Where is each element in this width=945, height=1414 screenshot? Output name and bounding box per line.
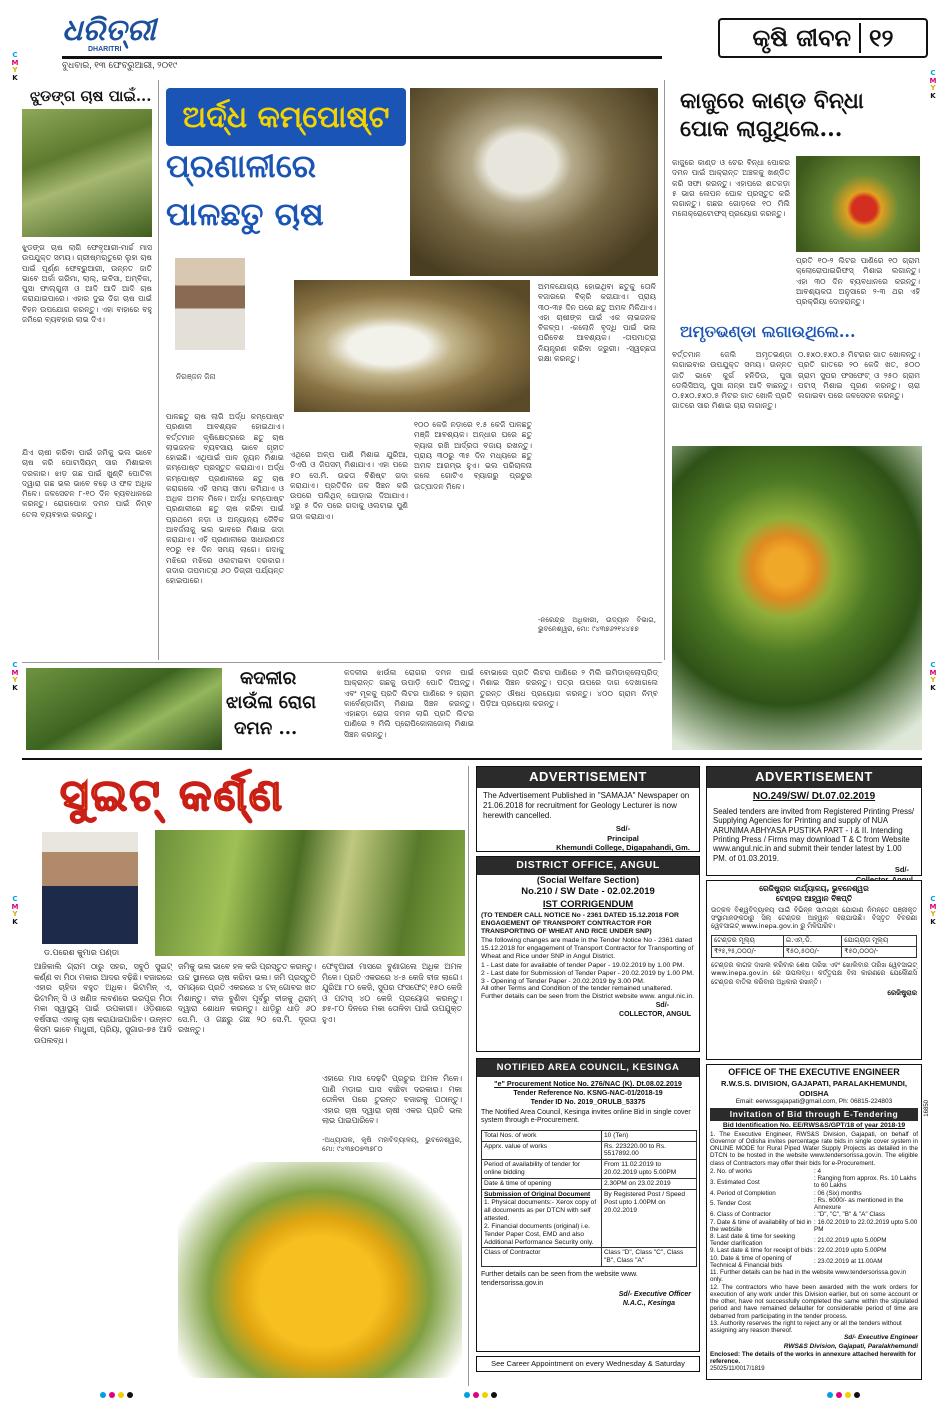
ad-rwss-code: 25025/11/0017/1819 [710, 1365, 765, 1372]
color-dots [464, 1392, 497, 1402]
table-row: 8. Last date & time for seeking Tender clarification : 21.02.2019 upto 5.00PM [710, 1233, 887, 1248]
ad-odia-th: ଟେଣ୍ଡର ମୂଲ୍ୟ [712, 935, 784, 946]
mushroom-body-col-3: ୧୦୦ କେଜି ନଡ଼ାରେ ୧.୫ କେଜି ପାଳଛତୁ ମଞ୍ଜି ଆବଶ୍ୟକ। ଅନ୍ଧାର ଘରେ ଛତୁ ବ୍ୟାଗ ରଖି ଆର୍ଦ୍ରତା ବଜାୟ ରଖନ୍ତୁ। ପ୍ରାୟ ୩୦ରୁ ୩୫ ଦିନ ମଧ୍ୟରେ ଛତୁ ଅମଳ ଆରମ୍ଭ ହୁଏ। ଭଲ ପରିଚାଳନା କଲେ ଗୋଟିଏ ବ୍ୟାଗରୁ ପ୍ରଚୁର ଉତ୍ପାଦନ ମିଳେ। [414, 420, 532, 491]
ad-rwss-item-11: 11. Further details can be had in the website www.tendersorissa.gov.in only. [710, 1269, 907, 1284]
ad-samaja-title: ADVERTISEMENT [477, 767, 699, 788]
ad-kesinga-ref-1: Tender Reference No. KSNG-NAC-01/2018-19 [513, 1089, 663, 1097]
ad-kesinga-website: Further details can be seen from the website www. tendersorissa.gov.in [481, 1271, 638, 1287]
mushroom-body-col-4: ଅମଳଯୋଗ୍ୟ ହୋଇଥିବା ଛତୁକୁ ତୋଳି ବଜାରରେ ବିକ୍ରି କରାଯାଏ। ପ୍ରାୟ ୩୦-୩୫ ଦିନ ପରେ ଛତୁ ଅମଳ ମିଳିଥାଏ। ଏହା ଚାଷୀଙ୍କ ପାଇଁ ଏକ ଲାଭଜନକ ବିକଳ୍ପ। -କଲୋନି ବୃଦ୍ଧି ପାଇଁ ଭଲ ପରିବେଶ ଆବଶ୍ୟକ। -ତାପମାତ୍ରା ନିୟନ୍ତ୍ରଣ କରିବା ଜରୁରୀ। -ସ୍ୱଚ୍ଛତା ରକ୍ଷା କରନ୍ତୁ। [538, 282, 656, 363]
ad-angul-item-1: 1 - Last date for available of tender Paper - 19.02.2019 by 1.00 PM. [481, 961, 685, 969]
papaya-body-right: ୦.୫x୦.୫x୦.୫ ମିଟରର ଗାତ ଖୋଳନ୍ତୁ। ପ୍ରତି ଗାତରେ ୨୦ କେଜି ଖତ, ୫୦୦ ଗ୍ରାମ ସୁପର ଫସଫେଟ୍ ଓ ୨୫୦ ଗ୍ରାମ ପଟାସ୍ ମିଶାଇ ପୂରଣ କରନ୍ତୁ। ଚାରା ଲଗାଇବା ପରେ ଜଳସେଚନ କରନ୍ତୁ। [798, 350, 920, 400]
ad-rwss-email: Email: eerwssgajapati@gmail.com, Ph: 06815-224803 [735, 1098, 893, 1106]
sweetcorn-headline-box [60, 768, 460, 824]
ad-odia-td: ₹୫୦,୦୦୦/- [842, 946, 917, 957]
sweetcorn-body-col-3: ଫେବୃଆରୀ ମାସରେ ବୁଣାଗଲେ ଅଧିକ ଅମଳ ମିଳେ। ପ୍ରତି ଏକରରେ ୪-୫ କେଜି ବୀଜ ଲାଗେ। ଯୁରିଆ ୮୦ କେଜି, ସୁପର ଫସଫେଟ୍ ୧୫୦ କେଜି ଓ ପଟାସ୍ ୪୦ କେଜି ପ୍ରୟୋଗ କରନ୍ତୁ। ୭୫-୮୦ ଦିନରେ ମକା ତୋଳିବା ପାଇଁ ଉପଯୁକ୍ତ ହୁଏ। [322, 962, 462, 1024]
ad-nua-sign: Sd/- [894, 864, 909, 874]
table-row: Apprx. value of works Rs. 223220.00 to Rs. 5517892.00 [482, 1141, 697, 1160]
ad-odia-th: ଯୋଗ୍ୟତା ମୂଲ୍ୟ [842, 935, 917, 946]
corn-cob-photo [178, 1162, 462, 1378]
mushroom-body-col-1: ପାଳଛତୁ ଚାଷ ଲାଗି ଅର୍ଦ୍ଧ କମ୍ପୋଷ୍ଟ ପ୍ରଣାଳୀ ଆବଶ୍ୟକ ହୋଇଥାଏ। ବର୍ତ୍ତମାନ କୃଷିକ୍ଷେତ୍ରରେ ଛତୁ ଚାଷ ଲାଭଜନକ ବ୍ୟବସାୟ ଭାବେ ଗୃହୀତ ହୋଇଛି। ଏଥିପାଇଁ ପାଳ ନ୍ୟୁନ ମିଶାଇ କମ୍ପୋଷ୍ଟ ପ୍ରସ୍ତୁତ କରାଯାଏ। ଅର୍ଦ୍ଧ କମ୍ପୋଷ୍ଟ ପ୍ରଣାଳୀରେ ଛତୁ ଚାଷ କରାଗଲେ ଏହି ସମୟ ସୀମା କମିଯାଏ ଓ ଅଧିକ ଅମଳ ମିଳେ। ଅର୍ଦ୍ଧ କମ୍ପୋଷ୍ଟ ପ୍ରଣାଳୀରେ ଛତୁ ଚାଷ କରିବା ପାଇଁ ପ୍ରଥମେ ନଡ଼ା ଓ ଅନ୍ୟାନ୍ୟ ଜୈବିକ ଆବର୍ଜନାକୁ ଭଲ ଭାବରେ ମିଶାଇ ଗଦା କରାଯାଏ। ଏହି ପ୍ରଣାଳୀରେ ସାଧାରଣତଃ ୧୦ରୁ ୧୫ ଦିନ ସମୟ ଲାଗେ। ଗଦାକୁ ମଝିରେ ମଝିରେ ଓଲଟାଇବା ଦରକାର। ଗଦାର ତାପମାତ୍ରା ୬୦ ଡିଗ୍ରୀ ପର୍ଯ୍ୟନ୍ତ ହୋଇପାରେ। [166, 412, 284, 585]
table-row: 10. Date & time of opening of Technical & Financial bids : 23.02.2019 at 11.00AM [710, 1254, 883, 1269]
ad-kesinga-sign: Sd/- Executive Officer [618, 1291, 691, 1299]
article-bhendi [22, 80, 152, 660]
ad-odia-body: ଉତ୍କଳ ବିଶ୍ୱବିଦ୍ୟାଳୟ ପାଇଁ ବିଭିନ୍ନ ସାମଗ୍ରୀ ଯୋଗାଣ ନିମନ୍ତେ ପଞ୍ଜୀକୃତ ସଂସ୍ଥାମାନଙ୍କଠାରୁ ସିଲ୍ ଟେଣ୍ଡର ଆହ୍ୱାନ କରାଯାଉଛି। ବିସ୍ତୃତ ବିବରଣୀ ୱେବସାଇଟ୍ www.inepa.gov.in ରୁ ମିଳିପାରିବ। [711, 905, 917, 931]
column-divider [158, 80, 159, 660]
sweetcorn-headline: ସୁଇଟ୍ କର୍ଣ୍ଣ [60, 770, 285, 822]
sweetcorn-contact: -ଅଧ୍ୟାପକ, କୃଷି ମହାବିଦ୍ୟାଳୟ, ଭୁବନେଶ୍ୱର, ମୋ: ୯୪୩୭୦୭୩୭୮୦ [322, 1136, 462, 1154]
article-bhendi-title: ଝୁଡଙ୍ଗ ଚାଷ ପାଇଁ... [30, 87, 152, 105]
cmyk-mark-left-top: C M Y K [11, 51, 19, 83]
ad-rwss-subtitle: R.W.S.S. DIVISION, GAJAPATI, PARALAKHEMUNDI, ODISHA [720, 1078, 908, 1098]
ad-odia-th: ଇ.ଏମ୍.ଡି. [783, 935, 842, 946]
table-row: Submission of Original Document 1. Physical documents:- Xerox copy of all documents as per DTCN with self attested. 2. Financial documents (original) i.e. Tender Paper Cost, EMD and also Additional Performance Security only. By Registered Post / Speed Post upto 1.00PM on 20.02.2019 [482, 1190, 697, 1248]
banana-headline-2: ଝାଉଁଳା ରୋଗ [226, 692, 317, 713]
corn-field-photo [155, 830, 465, 956]
ad-angul-subtitle: (Social Welfare Section) [536, 874, 640, 885]
newspaper-logo [62, 13, 172, 54]
ad-samaja-body: The Advertisement Published in "SAMAJA" Newspaper on 21.06.2018 for recruitment for Geology Lecturer is now herewith cancelled. [483, 790, 690, 820]
cmyk-mark-right-top: C M Y K [929, 69, 937, 101]
ad-angul-intro: The following changes are made in the Tender Notice No - 2361 dated 15.12.2018 for engagement of Transport Contractor for Transporting of Wheat and Rice under SNP in Angul District. [481, 937, 694, 961]
sweetcorn-body-col-3b: ଏହାରେ ମାସ ଦେଢ଼ଟି ପ୍ରଚୁର ଅମଳ ମିଳେ। ପାଣି ମଡ଼ାଇ ଘାସ ବାଛିବା ଦରକାର। ମକା ତୋଳିବା ପରେ ତୁରନ୍ତ ବଜାରକୁ ପଠାନ୍ତୁ। ଏହାର ଚାଷ ଦ୍ୱାରା ଚାଷୀ ଏକର ପ୍ରତି ଭଲ ଲାଭ ପାଇପାରିବେ। [322, 1074, 462, 1126]
banana-plant-photo [26, 668, 222, 750]
table-row: Class of Contractor Class "D", Class "C", Class "B", Class "A" [482, 1248, 697, 1267]
banana-body-2: ବୋଭାରେ ପ୍ରତି ଲିଟର ପାଣିରେ ୨ ମିଲି ଇମିଡାକ୍ଲୋପ୍ରିଡ୍ ମିଶାଇ ସିଞ୍ଚନ କରନ୍ତୁ। ପତ୍ର ଉପରେ ଦାଗ ଦେଖାଗଲେ ତୁରନ୍ତ ଔଷଧ ପ୍ରୟୋଗ କରନ୍ତୁ। ୪୦୦ ଗ୍ରାମ ନିମ୍ବ ପିଡ଼ିଆ ପ୍ରୟୋଗ କରନ୍ତୁ। [480, 668, 658, 708]
cashew-headline-2: ପୋକ ଲାଗୁଥିଲେ... [680, 116, 843, 142]
masthead-rule [62, 56, 662, 59]
ad-angul-item-2: 2 - Last date for Submission of Tender Paper - 20.02.2019 by 1.00 PM. [481, 969, 694, 977]
ad-nua-body: Sealed tenders are invited from Registered Printing Press/ Supplying Agencies for Printing and supply of NUA ARUNIMA ABHYASA PUSTIKA PART - I & II. Intending Printing Press / Firms may download T & C from Website www.angul.nic.in and submit their tender latest by 1.00 PM. of 01.03.2019. [713, 806, 915, 863]
mushroom-headline-box [166, 88, 406, 146]
mushroom-body-col-2: ଏଥିରେ ଅଳ୍ପ ପାଣି ମିଶାଇ ଯୁରିଆ, ଡିଏପି ଓ ଜିପସମ୍ ମିଶାଯାଏ। ଏହା ପରେ ୫୦ ସେ.ମି. ଉଚ୍ଚତା ବିଶିଷ୍ଟ ଗଦା କରାଯାଏ। ପ୍ରତିଦିନ ଜଳ ସିଞ୍ଚନ କରି ଉପରେ ପଲିଥିନ୍ ଘୋଡ଼ାଇ ଦିଆଯାଏ। ୪ରୁ ୫ ଦିନ ପରେ ଗଦାକୁ ଓଲଟାଇ ପୁଣି ଗଦା କରାଯାଏ। [290, 450, 408, 521]
mushroom-headline-2: ପ୍ରଣାଳୀରେ [166, 147, 317, 185]
ad-kesinga-table [481, 1130, 697, 1268]
ad-odia [706, 880, 922, 1060]
logo-text: ଧରିତ୍ରୀ [62, 13, 156, 48]
ad-nua-notice: NO.249/SW/ Dt.07.02.2019 [752, 790, 876, 802]
ad-angul-other: All other Terms and Condition of the tender remained unaltered. [481, 985, 673, 993]
ad-kesinga [476, 1058, 700, 1352]
ad-angul-ref: (TO TENDER CALL NOTICE No - 2361 DATED 15.12.2018 FOR ENGAGEMENT OF TRANSPORT CONTRACTOR FOR TRANSPORTING OF WHEAT AND RICE UNDER SNP) [481, 912, 679, 935]
ad-angul-item-3: 3 - Opening of Tender Paper - 20.02.2019 by 3.00 PM. [481, 977, 645, 985]
mushroom-contact: -ନରେନ୍ଦ୍ର ଅଧିକାରୀ, ଉଦ୍ୟାନ ବିଭାଗ, ଭୁବନେଶ୍ୱର, ମୋ: ୯୪୩୭୬୨୧୪୪୫୭ [538, 616, 656, 634]
banana-headline-1: କଦଳୀର [240, 668, 297, 689]
table-row: 6. Class of Contractor : "D", "C", "B" & "A" Class [710, 1211, 886, 1219]
issue-date: ବୁଧବାର, ୧୩ ଫେବ୍ରୁଆରୀ, ୨୦୧୯ [62, 60, 178, 70]
ad-odia-sign: ରେଜିଷ୍ଟ୍ରାର [887, 988, 917, 997]
article-bhendi-body: ଝୁଡଙ୍ଗ ଚାଷ ଲାଗି ଫେବୃଆରୀ-ମାର୍ଚ୍ଚ ମାସ ଉପଯୁକ୍ତ ସମୟ। ଗ୍ରୀଷ୍ମଋତୁରେ ଲୁହା ଚାଷ ପାଇଁ ପୂର୍ଣ୍ଣ ଫେବ୍ରୁଆରୀ, ଉନ୍ନତ ଜାତି ଭାବେ ଅର୍କା ଗରିମା, ଲାଲ୍, ଇବିସା, ଅମ୍ବିକା, ପୁସା ଫାଲ୍ଗୁନୀ ଓ ଆଦି ଆଦି ଆଦି ଚାଷ କରାଯାଇପାରେ। ଏହାର ଦୁଇ ଦିଗ ଚାଷ ପାଇଁ ବିହନ ଉପଯୋଗ କରନ୍ତୁ। ଏହା ବାହାରେ ବହୁ ଜମିରେ ବ୍ୟବହାର ଲାଭ ଦିଏ। [22, 243, 152, 324]
color-dots [827, 1392, 860, 1402]
ad-kesinga-place: N.A.C., Kesinga [622, 1300, 675, 1308]
color-registration-bar [100, 1392, 860, 1402]
ad-odia-subtitle: ଟେଣ୍ଡର ଆହ୍ୱାନ ବିଜ୍ଞପ୍ତି [775, 893, 853, 903]
color-dots [100, 1392, 133, 1402]
ad-angul-notice: No.210 / SW Date - 02.02.2019 [521, 886, 655, 898]
mushroom-headline-3: ପାଳଛତୁ ଚାଷ [166, 195, 324, 233]
cashew-photo [796, 156, 920, 252]
ad-rwss-item-12: 12. The contractors who have been awarded with the work orders for execution of any work under this Division earlier, but on some account or the other, have not successfully completed the same within the stipulated period and have remained defaulter for considerable period of time are debarred from participating in the tender process. [710, 1283, 918, 1320]
ad-kesinga-title: NOTIFIED AREA COUNCIL, KESINGA [477, 1059, 699, 1077]
ad-nua-title: ADVERTISEMENT [707, 767, 921, 788]
cashew-body-right: ପ୍ରତି ୧୦-୨ ଲିଟର ପାଣିରେ ୧୦ ଗ୍ରାମ କ୍ଲୋରୋପାଇରିଫସ୍ ମିଶାଇ ଲଗାନ୍ତୁ। ଏହା ୩୦ ଦିନ ବ୍ୟବଧାନରେ କରନ୍ତୁ। ଆବଶ୍ୟକତା ଅନୁସାରେ ୨-୩ ଥର ଏହି ପ୍ରକ୍ରିୟା ଦୋହରାନ୍ତୁ। [796, 256, 920, 306]
mushroom-headline-1: ଅର୍ଦ୍ଧ କମ୍ପୋଷ୍ଟ [182, 99, 390, 135]
ad-rwss-item-13: 13. Authority reserves the right to reject any or all the tenders without assigning any reason thereof. [710, 1319, 902, 1335]
ad-angul [476, 856, 700, 1052]
table-row: Period of availability of tender for online bidding From 11.02.2019 to 20.02.2019 upto 5.00PM [482, 1160, 697, 1179]
ad-rwss-place: RWS&S Division, Gajapati, Paralakhemundi [783, 1342, 918, 1350]
table-row: 4. Period of Completion : 06 (Six) months [710, 1189, 862, 1197]
ad-rwss-invitation: Invitation of Bid through E-Tendering [710, 1108, 918, 1121]
page-split-rule [22, 758, 922, 760]
column-divider [468, 766, 469, 1386]
papaya-photo [672, 446, 922, 750]
section-rule [22, 662, 662, 663]
banana-body: କଦଳୀର ଝାଉଁଳା ରୋଗର ଦମନ ପାଇଁ ଆକ୍ରାନ୍ତ ଗଛକୁ ଉପାଡ଼ି ପୋତି ଦିଅନ୍ତୁ। ଏବଂ ମୂଳକୁ ପ୍ରତି ଲିଟର ପାଣିରେ ୨ ଗ୍ରାମ କାର୍ବେଣ୍ଡାଜିମ୍ ମିଶାଇ ସିଞ୍ଚନ କରନ୍ତୁ। ଏହାଛଡ଼ା ରୋଗ ଦମନ ଲାଗି ପ୍ରତି ଲିଟର ପାଣିରେ ୨ ମିଲି ପ୍ରୋପିକୋନାଜୋଲ୍ ମିଶାଇ ସିଞ୍ଚନ କରନ୍ତୁ। [344, 668, 474, 739]
ad-rwss-enclosed: Enclosed: The details of the works in annexure attached herewith for reference. [710, 1351, 917, 1366]
ad-odia-table [711, 935, 917, 958]
table-row: 9. Last date & time for receipt of bids : 22.02.2019 upto 5.00PM [710, 1247, 887, 1255]
ad-kesinga-intro: The Notified Area Council, Kesinga invites online Bid in single cover system through e-Procurement. [481, 1108, 691, 1125]
ad-samaja-role: Principal [607, 833, 639, 843]
table-row: 3. Estimated Cost : Ranging from approx. Rs. 10 Lakhs to 60 Lakhs [710, 1175, 917, 1190]
page-number: ୧୨ [869, 23, 894, 53]
sweetcorn-body-col-2: ଜମିକୁ ଭଲ ଭାବେ ହଳ କରି ପ୍ରସ୍ତୁତ କରନ୍ତୁ। ଉଚ୍ଚ ସ୍ଥାନରେ ଚାଷ କରିବା ଭଲ। ଜମି ପ୍ରସ୍ତୁତି ସମୟରେ ପ୍ରତି ଏକରରେ ୪ ଟନ୍ ଗୋବର ଖତ ମିଶାନ୍ତୁ। ବୀଜ ବୁଣିବା ପୂର୍ବରୁ ବୀଜକୁ ଥିରାମ୍ ଦ୍ୱାରା ଶୋଧନ କରନ୍ତୁ। ଧାଡ଼ିରୁ ଧାଡ଼ି ୬୦ ସେ.ମି. ଓ ଗଛରୁ ଗଛ ୨୦ ସେ.ମି. ଦୂରତା ରଖନ୍ତୁ। [178, 962, 316, 1035]
logo-subtext: DHARITRI [88, 46, 122, 53]
ad-rwss-item-1: 1. The Executive Engineer, RWS&S Division, Gajapati, on behalf of Governor of Odisha invites percentage rate bids in single cover system in ONLINE MODE for Rural Piped Water Supply Projects as detailed in the DTCN to be hosted in the website www.tendersorissa.gov.in. The eligible class of Contractors may offer their bids for e-Procurement. [710, 1130, 918, 1167]
banana-headline-3: ଦମନ ... [234, 718, 298, 739]
table-row: 7. Date & time of availability of bid in the website : 16.02.2019 to 22.02.2019 upto 5.00 PM [710, 1218, 918, 1233]
ad-angul-corrigendum: IST CORRIGENDUM [542, 898, 634, 910]
author-photo-sweetcorn [42, 832, 138, 944]
ad-kesinga-ref-2: Tender ID No. 2019_ORULB_53375 [530, 1098, 646, 1106]
ad-nua [706, 766, 922, 876]
cmyk-mark-left-low: C M Y K [11, 895, 19, 927]
ad-rwss-side-code: 16850 [924, 1100, 930, 1117]
ad-rwss-bid-id: Bid Identification No. EE/RWS&S/GPT/18 of year 2018-19 [722, 1121, 906, 1129]
ad-odia-td: ₹୫୦,୫୦୦/- [783, 946, 842, 957]
mushroom-author: ନିରଞ୍ଜନ ଜିନା [176, 372, 216, 381]
ad-kesinga-notice: "e" Procurement Notice No. 276/NAC (K). Dt.08.02.2019 [494, 1079, 682, 1089]
cmyk-mark-left-mid: C M Y K [11, 661, 19, 693]
column-divider [664, 80, 665, 660]
ad-odia-title: ରେଜିଷ୍ଟ୍ରାର କାର୍ଯ୍ୟାଳୟ, ଭୁବନେଶ୍ୱର [759, 884, 869, 893]
mushroom-photo-top [410, 88, 658, 276]
section-divider [859, 23, 861, 53]
ad-samaja-place: Khemundi College, Digapahandi, Gm. [556, 843, 690, 853]
footer-note: See Career Appointment on every Wednesday & Saturday [476, 1356, 700, 1372]
cmyk-mark-right-mid: C M Y K [929, 661, 937, 693]
ad-angul-sign: Sd/- [655, 1001, 669, 1009]
ad-rwss-table [710, 1168, 918, 1269]
ad-odia-body-2: ଟେଣ୍ଡର କାଗଜ ଦାଖଲ କରିବାର ଶେଷ ତାରିଖ ଏବଂ ଖୋଲିବାର ତାରିଖ ୱେବସାଇଟ୍ www.inepa.gov.in ରେ ଉପଲବ୍ଧ। କର୍ତ୍ତୃପକ୍ଷ ବିନା କାରଣରେ ଯେକୌଣସି ଟେଣ୍ଡର ବାତିଲ କରିବାର ଅଧିକାର ରଖନ୍ତି। [711, 960, 917, 986]
section-title: କୃଷି ଜୀବନ [752, 23, 852, 53]
table-row: 5. Tender Cost : Rs. 6000/- as mentioned in the Annexure [710, 1196, 904, 1212]
mushroom-photo-bottom [294, 280, 530, 412]
ad-samaja [476, 766, 700, 852]
ad-angul-role: COLLECTOR, ANGUL [619, 1011, 691, 1019]
ad-angul-title: DISTRICT OFFICE, ANGUL [477, 857, 699, 875]
sweetcorn-body-col-1: ଆଜିକାଲି ଗ୍ରାମ ଠାରୁ ସହର, ସବୁଠି ସୁଇଟ୍ କର୍ଣ୍ଣ ବା ମିଠା ମକାର ଆଦର ବଢ଼ିଛି। ବଜାରରେ ଏହାର ଚାହିଦା ବହୁତ ଅଧିକ। ଭିଟାମିନ୍ ଏ, ଭିଟାମିନ୍ ସି ଓ ଖଣିଜ ଲବଣରେ ଭରପୂର ମିଠା ମକା ସ୍ୱାସ୍ଥ୍ୟ ପାଇଁ ଉପକାରୀ। ଓଡ଼ିଶାରେ ବର୍ଷସାରା ଏହାକୁ ଚାଷ କରାଯାଇପାରିବ। ଉନ୍ନତ କିସମ ଭାବେ ମାଧୁରୀ, ପ୍ରିୟା, ସୁଗାର-୭୫ ଆଦି ଉପଲବ୍ଧ। [34, 962, 172, 1045]
cashew-body: କାଜୁରେ କାଣ୍ଡ ଓ ଚେର ବିନ୍ଧା ପୋକର ଦମନ ପାଇଁ ଆକ୍ରାନ୍ତ ଅଞ୍ଚଳକୁ ଖଣ୍ଡିତ କରି ସଫା କରନ୍ତୁ। ଏହାପରେ ଶତକଡ଼ା ୫ ଭାଗ ଲେପନ ଘୋଳ ପ୍ରସ୍ତୁତ କରି ଲଗାନ୍ତୁ। ଗଛର ଗୋଡ଼ରେ ୧୦ ମିଲି ମନୋକ୍ରୋଟୋଫସ୍ ପ୍ରୟୋଗ କରନ୍ତୁ। [672, 158, 790, 219]
cmyk-mark-right-low: C M Y K [929, 895, 937, 927]
ad-odia-td: ₹୨୫,୨୫,୦୦୦/- [712, 946, 784, 957]
ad-rwss [706, 1064, 922, 1380]
ad-rwss-sign: Sd/- Executive Engineer [843, 1334, 918, 1342]
table-row: Total Nos. of work 10 (Ten) [482, 1130, 697, 1141]
article-bhendi-body-2: ଯିଏ ଚାଷୀ କରିବା ପାଇଁ ଜମିକୁ ଭଲ ଭାବେ ଚାଷ କରି ପୋଟାସିୟମ୍ ସାର ମିଶାଇବା ଦରକାର। ଝାଡ଼ ଗଛ ପାଇଁ ଖୁଣ୍ଟି ପୋତିବା ଦ୍ୱାରା ଗଛ ଭଲ ଭାବେ ବଢ଼େ ଓ ଫଳ ଅଧିକ ମିଳେ। ଜଳସେଚନ ୮-୧୦ ଦିନ ବ୍ୟବଧାନରେ କରନ୍ତୁ। ରୋଗପୋକ ଦମନ ପାଇଁ ନିମ୍ବ ତେଲ ବ୍ୟବହାର କରନ୍ତୁ। [22, 448, 152, 519]
papaya-body: ବର୍ତ୍ତମାନ ଜେଲି ଅମୃତଭଣ୍ଡା ଲଗାଇବାର ଉପଯୁକ୍ତ ସମୟ। ଉନ୍ନତ ଜାତି ଭାବେ କୁର୍ଗ ହନିଡିଉ, ପୁସା ଡେଲିସିଅସ୍, ପୁସା ନାନ୍ହା ଆଦି ବାଛନ୍ତୁ। ୦.୫x୦.୫x୦.୫ ମିଟର ଗାତ ଖୋଳି ପ୍ରତି ଗାତରେ ସାର ମିଶାଇ ଚାରା ଲଗାନ୍ତୁ। [672, 350, 792, 411]
ad-rwss-title: OFFICE OF THE EXECUTIVE ENGINEER [728, 1067, 900, 1077]
sweetcorn-author: ଡ.ପରେଶ କୁମାର ପଣ୍ଡା [44, 948, 120, 957]
ad-angul-website: Further details can be seen from the District website www. angul.nic.in. [481, 993, 695, 1001]
section-banner [718, 18, 928, 58]
author-photo-mushroom [175, 258, 245, 350]
table-row: Date & time of opening 2.30PM on 23.02.2019 [482, 1179, 697, 1190]
bhendi-plant-photo [22, 109, 152, 237]
table-row: 2. No. of works : 4 [710, 1167, 822, 1175]
papaya-headline: ଅମୃତଭଣ୍ଡା ଲଗାଉଥିଲେ... [680, 322, 856, 341]
cashew-headline-1: କାଜୁରେ କାଣ୍ଡ ବିନ୍ଧା [680, 88, 864, 114]
ad-samaja-sign: Sd/- [615, 823, 631, 833]
